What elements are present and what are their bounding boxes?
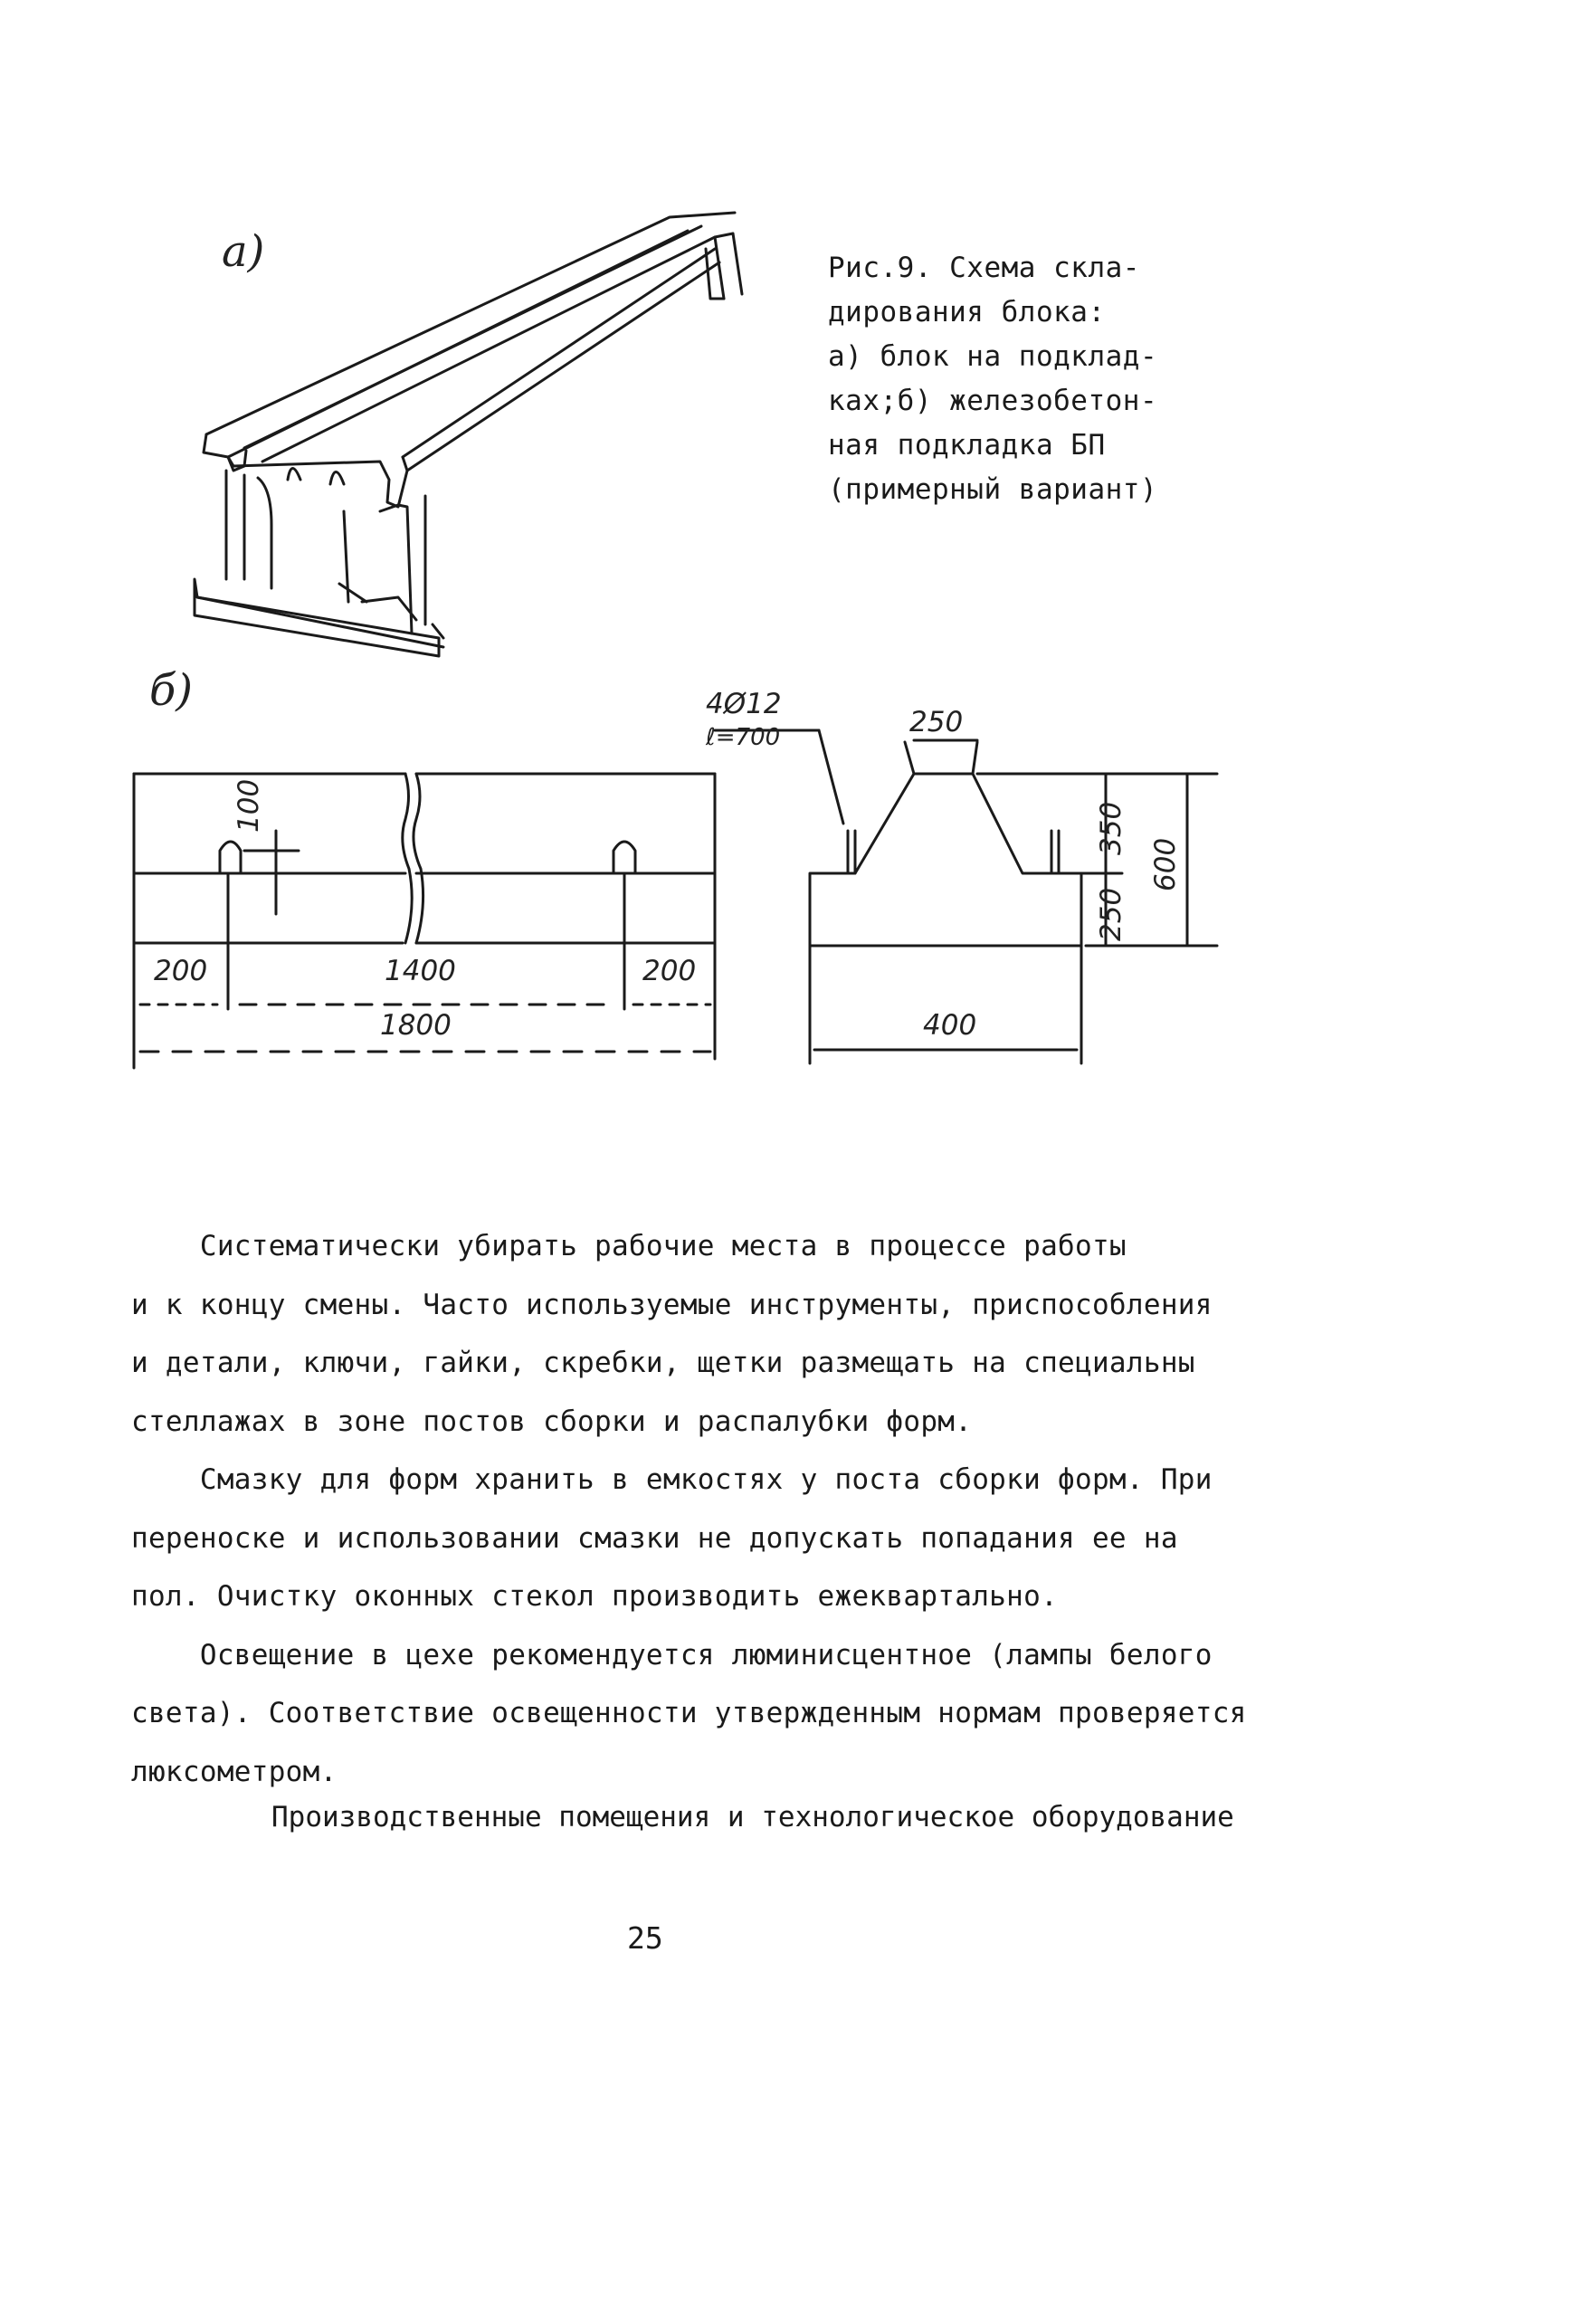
- rebar-length-label: ℓ=700: [706, 724, 781, 751]
- text-line: люксометром.: [131, 1755, 338, 1788]
- text-line: и детали, ключи, гайки, скребки, щетки размещать на специальны: [131, 1347, 1195, 1379]
- page-number: 25: [627, 1920, 663, 1956]
- caption-line: (примерный вариант): [828, 473, 1158, 506]
- caption-line: ная подкладка БП: [828, 429, 1106, 462]
- dimension-label: 1800: [380, 1009, 452, 1042]
- text-line: и к концу смены. Часто используемые инструменты, приспособления: [131, 1288, 1213, 1321]
- figure-label-b: б): [149, 665, 194, 716]
- dimension-label: 100: [233, 778, 265, 833]
- figure-caption: [828, 246, 1208, 512]
- body-text: [131, 1217, 1416, 1801]
- dimension-label: 350: [1095, 801, 1127, 855]
- caption-line: Рис.9. Схема скла-: [828, 252, 1140, 284]
- dimension-label: 250: [909, 706, 964, 738]
- section-heading: Производственные помещения и технологическое оборудование: [271, 1801, 1234, 1833]
- dimension-label: 1400: [385, 955, 456, 987]
- dimension-label: 200: [154, 955, 208, 987]
- text-line: Освещение в цехе рекомендуется люминисцентное (лампы белого: [131, 1638, 1213, 1672]
- caption-line: а) блок на подклад-: [828, 340, 1158, 373]
- text-line: стеллажах в зоне постов сборки и распалубки форм.: [131, 1405, 973, 1438]
- text-line: пол. Очистку оконных стекол производить ежеквартально.: [131, 1580, 1059, 1613]
- dimension-label: 400: [923, 1009, 977, 1042]
- text-line: Смазку для форм хранить в емкостях у поста сборки форм. При: [131, 1463, 1213, 1496]
- caption-line: ках;б) железобетон-: [828, 385, 1158, 417]
- rebar-label: 4Ø12: [706, 688, 782, 720]
- beam-isometric-sketch: [195, 213, 742, 656]
- text-line: Систематически убирать рабочие места в процессе работы: [131, 1230, 1127, 1262]
- dimension-label: 600: [1149, 837, 1182, 891]
- caption-line: дирования блока:: [828, 296, 1106, 329]
- text-line: переноске и использовании смазки не допускать попадания ее на: [131, 1521, 1178, 1555]
- text-line: света). Соответствие освещенности утвержденным нормам проверяется: [131, 1697, 1247, 1729]
- dimension-label: 200: [642, 955, 697, 987]
- dimension-label: 250: [1095, 887, 1127, 941]
- figure-label-a: а): [222, 226, 265, 277]
